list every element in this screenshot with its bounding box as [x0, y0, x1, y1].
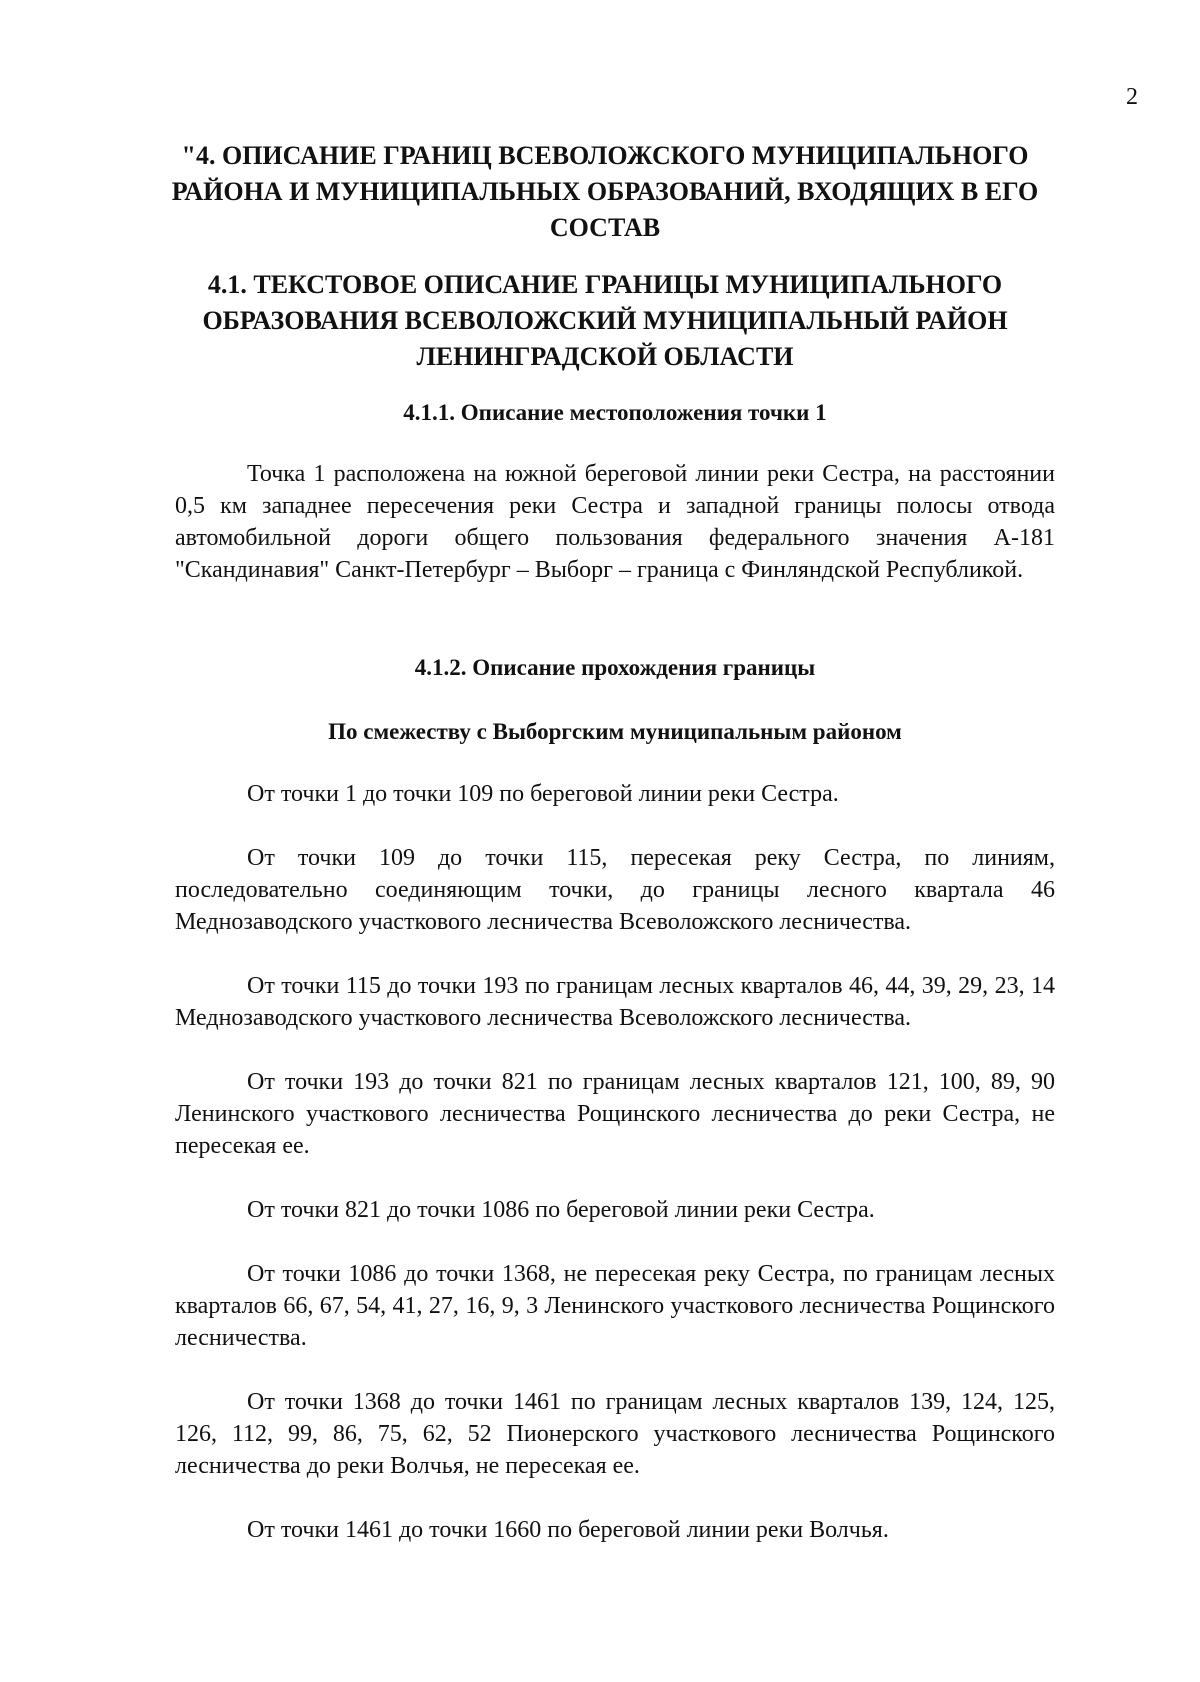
boundary-paragraph: От точки 1086 до точки 1368, не пересекая реку Сестра, по границам лесных кварталов 66, 67, 54, 41, 27, 16, 9, 3 Ленинского участкового лесничества Рощинского лесничества. [175, 1261, 1055, 1351]
section-heading: 4.1. ТЕКСТОВОЕ ОПИСАНИЕ ГРАНИЦЫ МУНИЦИПАЛЬНОГО ОБРАЗОВАНИЯ ВСЕВОЛОЖСКИЙ МУНИЦИПАЛЬНЫЙ РАЙОН ЛЕНИНГРАДСКОЙ ОБЛАСТИ [202, 270, 1008, 371]
point-location-paragraph: Точка 1 расположена на южной береговой линии реки Сестра, на расстоянии 0,5 км западнее пересечения реки Сестра и западной границы полосы отвода автомобильной дороги общего пользования федерального значения А-181 "Скандинавия" Санкт-Петербург – Выборг – граница с Финляндской Республикой. [175, 461, 1055, 583]
chapter-heading: "4. ОПИСАНИЕ ГРАНИЦ ВСЕВОЛОЖСКОГО МУНИЦИПАЛЬНОГО РАЙОНА И МУНИЦИПАЛЬНЫХ ОБРАЗОВАНИЙ, ВХОДЯЩИХ В ЕГО СОСТАВ [171, 141, 1039, 242]
boundary-paragraph: От точки 1461 до точки 1660 по береговой линии реки Волчья. [247, 1517, 889, 1543]
boundary-paragraph: От точки 109 до точки 115, пересекая реку Сестра, по линиям, последовательно соединяющим точки, до границы лесного квартала 46 Меднозаводского участкового лесничества Всеволожского лесничества. [175, 845, 1055, 935]
point-location-title: 4.1.1. Описание местоположения точки 1 [403, 400, 827, 425]
boundary-paragraph: От точки 1 до точки 109 по береговой линии реки Сестра. [247, 781, 839, 807]
boundary-paragraph: От точки 115 до точки 193 по границам лесных кварталов 46, 44, 39, 29, 23, 14 Меднозаводского участкового лесничества Всеволожского лесничества. [175, 973, 1055, 1031]
boundary-passage-title: 4.1.2. Описание прохождения границы [414, 655, 816, 680]
page-number: 2 [1126, 84, 1138, 110]
boundary-paragraph: От точки 193 до точки 821 по границам лесных кварталов 121, 100, 89, 90 Ленинского участкового лесничества Рощинского лесничества до реки Сестра, не пересекая ее. [175, 1069, 1055, 1159]
adjacency-subtitle: По смежеству с Выборгским муниципальным районом [328, 719, 902, 744]
boundary-paragraph: От точки 821 до точки 1086 по береговой линии реки Сестра. [247, 1197, 875, 1223]
boundary-paragraph: От точки 1368 до точки 1461 по границам лесных кварталов 139, 124, 125, 126, 112, 99, 86, 75, 62, 52 Пионерского участкового лесничества Рощинского лесничества до реки Волчья, не пересекая ее. [175, 1389, 1055, 1479]
